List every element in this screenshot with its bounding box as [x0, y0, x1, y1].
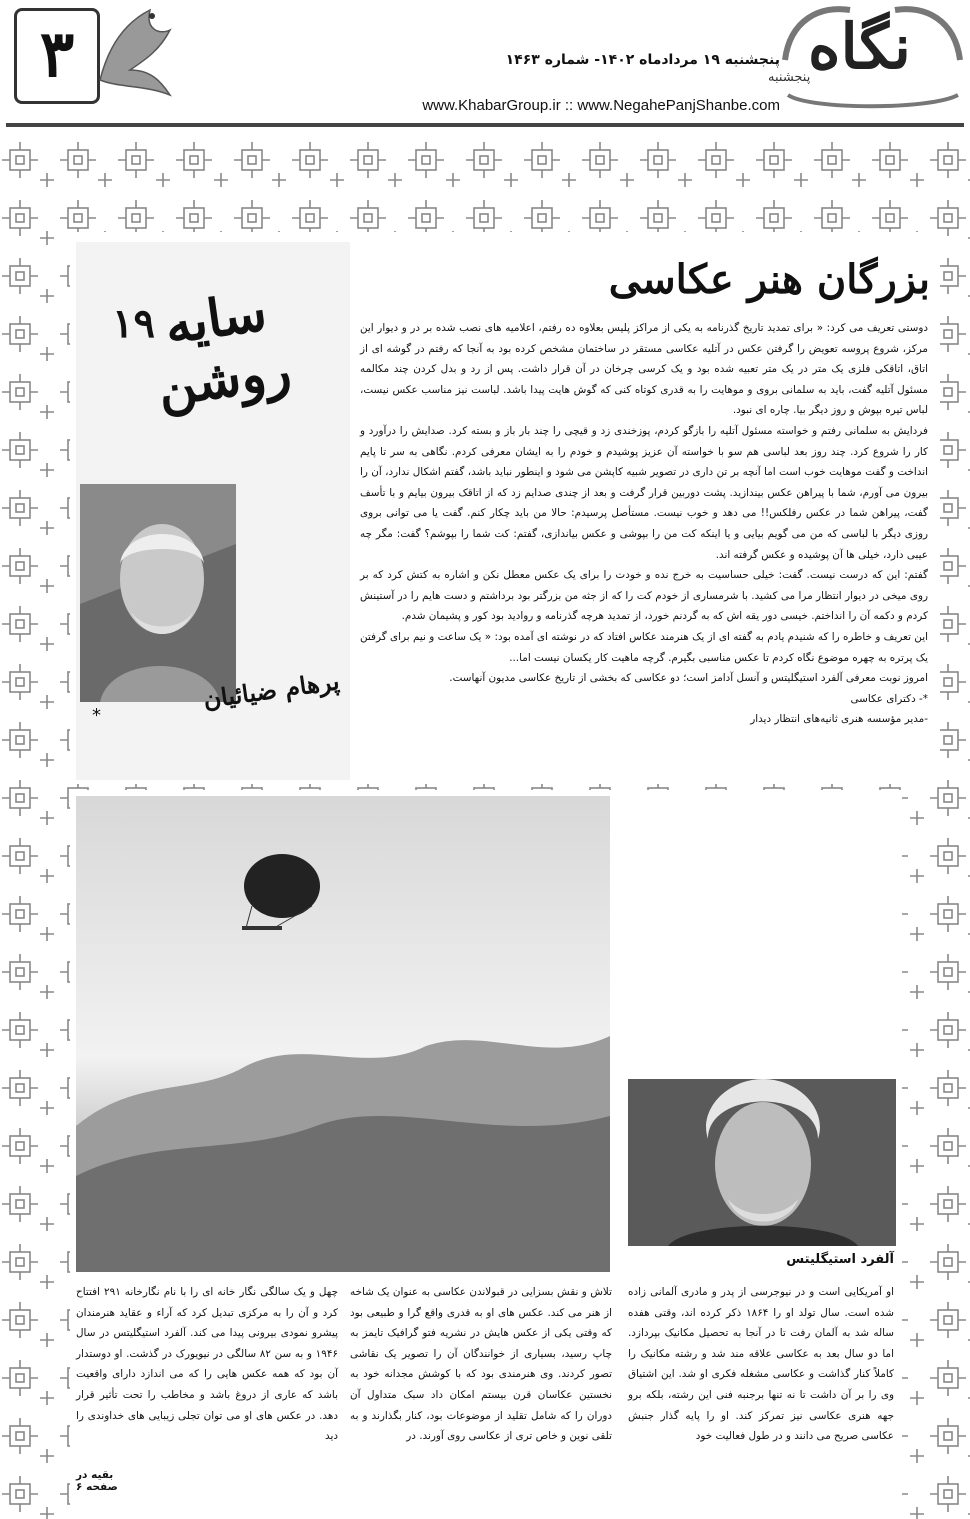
footnote: *- دکترای عکاسی [850, 692, 928, 705]
paragraph: گفتم: این که درست نیست. گفت: خیلی حساسیت به خرج نده و خودت را برای یک عکس معطل نکن و اشاره به کتش کرد که بر روی میخی در دیوار انتظار مرا می کشید. با شرمساری از خودم کت را که از جثه من بزرگتر بود برداشتم و دست هایم را در آستینش کردم و دکمه آن را انداختم. خیسی دور یقه اش که به گردنم خورد، از تمدید هرچه گذرنامه و روادید بود کور و پشیمان شدم. [360, 569, 928, 623]
author-footnote-mark: * [92, 705, 101, 726]
series-number: ۱۹ [112, 300, 155, 347]
paragraph: دوستی تعریف می کرد: « برای تمدید تاریخ گذرنامه به یکی از مراکز پلیس بعلاوه ده رفتم، اعلامیه های نصب شده بر در و دیوار این مرکز، شروع پروسه تعویض را گرفتن عکس در آتلیه عکاسی مستقر در ساختمان مشخص کرده بود به آنجا که رفتم در گوشه ای از اتاق، اتاقکی فلزی یک متر در یک متر تعبیه شده بود و یک کرسی چرخان در آن قرار داشت. پس از رد و بدل کردن چند مکالمه مسئول آتلیه گفت، باید به سلمانی بروی و موهایت را به قدری کوتاه کنی که گوش هایت پیدا باشد. لباست نیز مناسب عکس نیست، لباس تیره بپوش و روز دیگر بیا. چاره ای نبود. [360, 322, 928, 417]
header-rule [6, 123, 964, 127]
article-body [360, 318, 928, 730]
stieglitz-column-1: او آمریکایی است و در نیوجرسی از پدر و مادری آلمانی زاده شده است. سال تولد او را ۱۸۶۴ ذکر کرده اند، وقتی هفده ساله شد به آلمان رفت تا در آنجا به تحصیل مکانیک بپردازد. اما دو سال بعد به عکاسی علاقه مند شد و رشته مکانیک را کاملاً کنار گذاشت و عکاسی مشغله فکری او شد. این اشتیاق وی را بر آن داشت تا نه تنها برجنبه فنی این رشته، بلکه برو جهه هنری عکاسی نیز تمرکز کند. او را پایه گذار جنبش عکاسی صریح می دانند و در طول فعالیت خود [628, 1286, 894, 1443]
newspaper-logo: نگاه [808, 10, 911, 83]
series-title: سایه روشن [153, 281, 295, 419]
dateline: پنجشنبه ۱۹ مردادماه ۱۴۰۲- شماره ۱۴۶۳ [505, 52, 780, 68]
paragraph: این تعریف و خاطره را که شنیدم یادم به گفته ای از یک هنرمند عکاس افتاد که در نوشته ای آمده بود: « یک ساعت و نیم برای گرفتن یک پرتره به چهره موضوع نگاه کردم تا عکس مناسبی بگیرم. گرچه ماهیت کار یکسان نیست اما... [360, 630, 928, 664]
continued-note: بقیه در صفحه ۶ [76, 1469, 118, 1493]
logo-subtitle: پنجشنبه [768, 70, 811, 85]
author-portrait [80, 484, 236, 702]
page-number: ۳ [14, 8, 100, 104]
phoenix-icon [90, 0, 180, 100]
stieglitz-portrait [628, 1079, 896, 1246]
paragraph: امروز نوبت معرفی آلفرد استیگلیتس و آنسل آدامز است؛ دو عکاسی که بخشی از تاریخ عکاسی مدیون آنهاست. [449, 672, 928, 685]
footnote: -مدیر مؤسسه هنری ثانیه‌های انتظار دیدار [750, 713, 928, 726]
balloon-photograph [76, 796, 610, 1272]
website-urls: www.KhabarGroup.ir :: www.NegahePanjShanbe.com [422, 97, 780, 114]
paragraph: فردایش به سلمانی رفتم و خواسته مسئول آتلیه را بازگو کردم، پوزخندی زد و قیچی را چند بار باز و بسته کرد. صدایش را درآورد و کار را شروع کرد. چند روز بعد لباسی هم سو با خواسته آن عزیز پوشیدم و خودم را به ایشان معرفی کردم. نگاهی به سر تا پایم انداخت و گفت موهایت خوب است اما آنچه بر تن داری در تصویر شبیه کاپشن می شود و اینطور نباید باشد، گفتم اشکال ندارد، آن را بیرون می آورم، شما با پیراهن عکس بیندازید. پشت دوربین قرار گرفت و بعد از چندی صدایم زد که از اتاقک بیرون بیایم و با تأسف گفت، پیراهن شما در عکس رفلکس!! می دهد و خوب نیست. مستأصل پرسیدم: حالا من باید چکار کنم. گفت یا می توانی بروی روزی دیگر با لباسی که من می گویم بیایی و یا اینکه کت من را بپوشی و عکس بیاندازی، گفتم: کت شما را بپوشم؟ گفت: مگر چه عیبی دارد، خیلی ها آن پوشیده و عکس گرفته اند. [360, 424, 928, 561]
author-signature: پرهام ضیائیان [201, 666, 342, 714]
stieglitz-column-3: چهل و یک سالگی نگار خانه ای را با نام نگارخانه ۲۹۱ افتتاح کرد و آن را به مرکزی تبدیل کرد که آراء و عقاید هنرمندان پیشرو نمودی بیرونی پیدا می کند. آلفرد استیگلیتس در سال ۱۹۴۶ و به سن ۸۲ سالگی در نیویورک در گذشت. او دوستدار آن بود که همه عکس هایی را که می اندازد دارای واقعیت باشد که عاری از دروغ باشد و مخاطب را تحت تأثیر قرار دهد. در عکس های او می توان تجلی زیبایی های خداوندی را دید [76, 1286, 338, 1443]
stieglitz-column-2: تلاش و نقش بسزایی در قبولاندن عکاسی به عنوان یک شاخه از هنر می کند. عکس های او به قدری واقع گرا و طبیعی بود که وقتی یکی از عکس هایش در نشریه فتو گرافیک تایمز به چاپ رسید، بسیاری از خوانندگان آن را تصویر یک نقاشی تصور کردند. وی هنرمندی بود که با کوشش مجدانه خود به نخستین عکاسان قرن بیستم امکان داد سبک متداول آن دوران را که شامل تقلید از موضوعات بود، کنار بگذارند و به تلقی نوین و خاص تری از عکاسی روی آورند. در [350, 1286, 612, 1443]
article-title: بزرگان هنر عکاسی [608, 256, 930, 303]
stieglitz-caption: آلفرد استیگلیتس [786, 1252, 894, 1267]
